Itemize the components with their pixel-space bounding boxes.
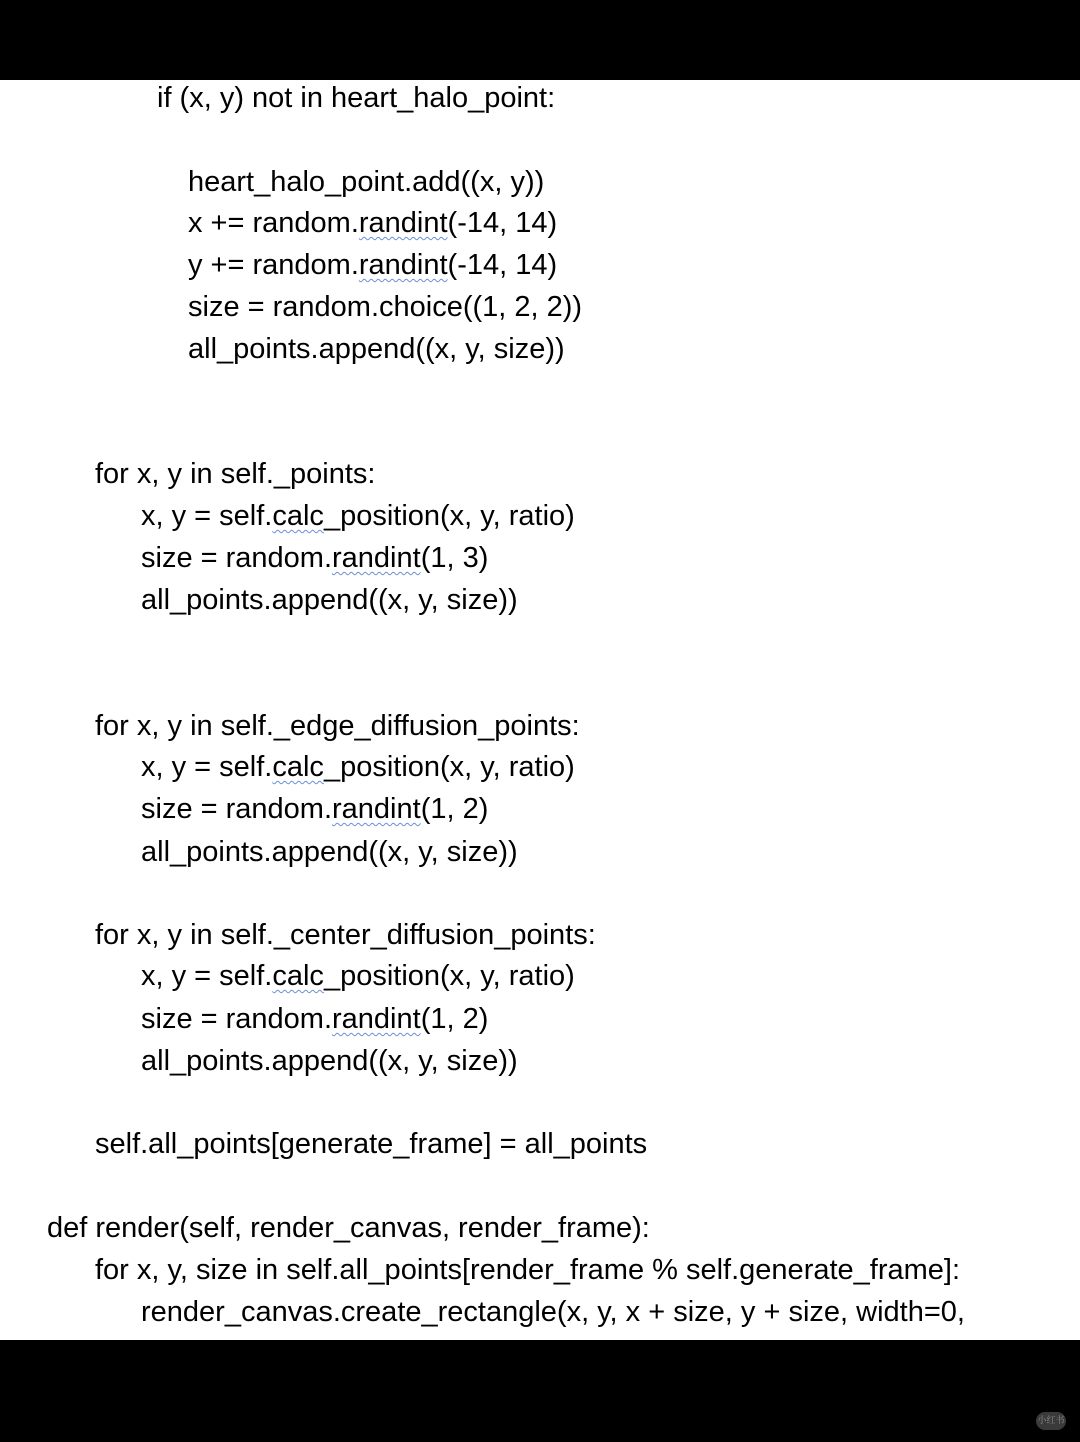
spellcheck-flagged-word: calc <box>272 500 324 532</box>
code-line <box>141 538 488 578</box>
code-text: (-14, 14) <box>447 249 558 281</box>
spellcheck-flagged-word: randint <box>358 249 448 281</box>
code-line <box>95 1250 960 1290</box>
code-line <box>141 956 575 996</box>
watermark-logo: 小红书 <box>1036 1412 1066 1430</box>
code-line <box>141 999 488 1039</box>
code-text: def render(self, render_canvas, render_frame): <box>47 1212 650 1244</box>
code-text: y += random. <box>188 249 359 281</box>
code-text: for x, y, size in self.all_points[render_frame % self.generate_frame]: <box>95 1254 961 1286</box>
spellcheck-flagged-word: randint <box>358 207 448 239</box>
code-text: render_canvas.create_rectangle(x, y, x + size, y + size, width=0, <box>141 1296 965 1328</box>
code-text: heart_halo_point.add((x, y)) <box>188 166 545 198</box>
spellcheck-flagged-word: randint <box>332 1003 421 1035</box>
code-text: _position(x, y, ratio) <box>323 751 575 783</box>
spellcheck-flagged-word: randint <box>332 793 421 825</box>
code-line <box>141 832 518 872</box>
code-line <box>157 80 555 118</box>
code-line <box>47 1208 650 1248</box>
code-text: for x, y in self._center_diffusion_points: <box>95 919 596 951</box>
code-text: x, y = self. <box>141 751 273 783</box>
code-text: (1, 3) <box>420 542 489 574</box>
code-line <box>188 162 544 202</box>
code-text: size = random. <box>141 1003 333 1035</box>
code-line <box>141 1292 965 1332</box>
code-line <box>141 496 575 536</box>
code-line <box>95 454 375 494</box>
code-text: (1, 2) <box>420 793 489 825</box>
code-line <box>95 706 580 746</box>
code-line <box>141 1041 518 1081</box>
code-text: _position(x, y, ratio) <box>323 500 575 532</box>
code-line <box>95 1124 647 1164</box>
document-page[interactable] <box>0 80 1080 1340</box>
spellcheck-flagged-word: randint <box>332 542 421 574</box>
code-line <box>141 747 575 787</box>
code-line <box>141 580 518 620</box>
code-text: (-14, 14) <box>447 207 558 239</box>
code-text: x += random. <box>188 207 359 239</box>
code-text: self.all_points[generate_frame] = all_points <box>95 1128 648 1160</box>
code-line <box>188 203 557 243</box>
code-line <box>188 329 565 369</box>
code-text: all_points.append((x, y, size)) <box>141 1045 518 1077</box>
code-text: x, y = self. <box>141 500 273 532</box>
code-text: size = random. <box>141 542 333 574</box>
code-text: x, y = self. <box>141 960 273 992</box>
code-line <box>188 245 557 285</box>
code-text: all_points.append((x, y, size)) <box>141 836 518 868</box>
top-black-bar <box>0 0 1080 80</box>
code-text: size = random. <box>141 793 333 825</box>
spellcheck-flagged-word: calc <box>272 960 324 992</box>
code-line <box>141 789 488 829</box>
spellcheck-flagged-word: calc <box>272 751 324 783</box>
code-text: for x, y in self._points: <box>95 458 376 490</box>
code-text: for x, y in self._edge_diffusion_points: <box>95 710 580 742</box>
code-text: (1, 2) <box>420 1003 489 1035</box>
code-line <box>95 915 596 955</box>
code-text: all_points.append((x, y, size)) <box>141 584 518 616</box>
code-text: if (x, y) not in heart_halo_point: <box>157 82 556 114</box>
code-line <box>188 287 582 327</box>
code-text: all_points.append((x, y, size)) <box>188 333 565 365</box>
code-text: size = random.choice((1, 2, 2)) <box>188 291 583 323</box>
code-text: _position(x, y, ratio) <box>323 960 575 992</box>
bottom-black-bar <box>0 1340 1080 1442</box>
